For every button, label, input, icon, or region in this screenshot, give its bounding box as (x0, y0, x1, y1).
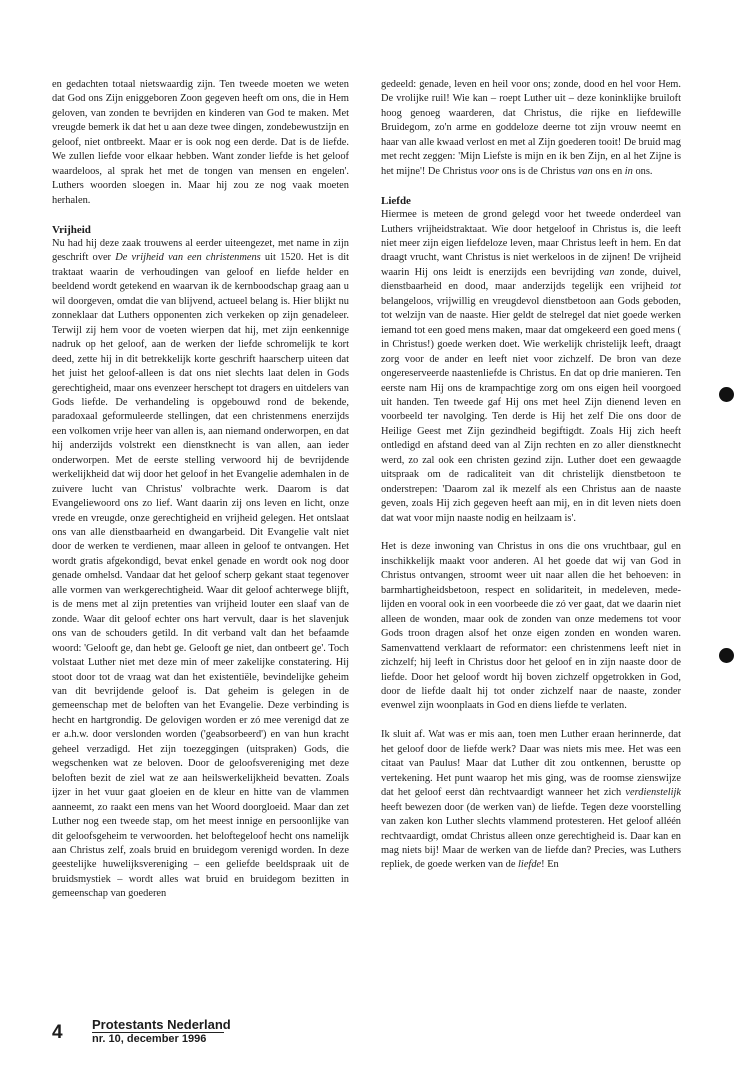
conclusion-paragraph: Ik sluit af. Wat was er mis aan, toen men Luther eraan herinnerde, dat het geloof door de liefde werk? Daar was niets mis mee. Het was een citaat van Paulus! Maar dat Luther dit zou ontkennen, berustte op vertekening. Het punt waarop het mis ging, was de roomse zienswijze dat het geloof eerst dàn rechtvaardigt wanneer het zich verdienstelijk heeft bewezen door (de werken van) de liefde. Tegen deze voorstelling van zaken kon Luther slechts vlammend protesteren. Het geloof alléén rechtvaardigt, omdat Christus alleen onze gerechtigheid is. Daar kan en mag niets bij! Maar de werken van de liefde dan? Precies, was Luthers repliek, de goede werken van de liefde! En (381, 729, 681, 871)
footer-rule (92, 1032, 224, 1033)
book-title: De vrijheid van een christenmens (115, 252, 261, 264)
binder-hole-bottom (719, 648, 734, 663)
binder-hole-top (719, 387, 734, 402)
issue-info: nr. 10, december 1996 (92, 1033, 207, 1045)
right-column (381, 78, 681, 873)
liefde-paragraph: Hiermee is meteen de grond gelegd voor het tweede onderdeel van Luthers vrijheidstraktaat. Wie door hetgeloof in Christus is, die leeft niet meer zijn eigen liefdeloze leven, maar Christus leeft in hem. En dat draagt vrucht, want Christus is niet werkeloos in de zijnen! De vrijheid waarin Hij ons leidt is enerzijds een bevrijding van zonde, duivel, dienstbaarheid en dood, maar anderzijds tegelijk een vrijheid tot belangeloos, vrijwillig en vreugdevol dienstbetoon aan Gods geboden, tot welzijn van de naaste. Hier geldt de stelregel dat niet goede werken iemand tot een goed mens maken, maar dat omgekeerd een goed mens ( in Christus!) goede werken doet. Wie werkelijk christelijk leeft, draagt zorg voor de ander en leeft niet voor zichzelf. De bron van deze ongereserveerde naastenliefde is Christus. En dat op drie manieren. Ten eerste nam Hij ons de krampachtige zorg om ons eigen heil voorgoed uit handen. Ten tweede gaf Hij ons met heel Zijn dienend leven en voorbeeld ter navolging. Ten derde is Hij het zelf Die ons door de Heilige Geest met Zijn gezindheid begiftigdt. Zoals Hij zich heeft ontledigd en afstand deed van al Zijn rechten en zo aller dienstknecht werd, zo zal ook een christen gezind zijn. Luther doet een gewaagde uitspraak om de radicaliteit van dit christelijk dienstbetoon te onderstrepen: 'Daarom zal ik mezelf als een Christus aan de naaste geven, zoals Hij zich gegeven heeft aan mij, en in dit leven niets doen dat wat voor mijn naaste nodig en heilzaam is'. (381, 209, 681, 524)
inwoning-paragraph: Het is deze inwoning van Christus in ons die ons vruchtbaar, gul en inschikkelijk maakt voor anderen. Al het goede dat wij van God in Christus ontvangen, stroomt weer uit naar allen die het behoeven: in barmhartigheidsbetoon, respect en solidariteit, in medeleven, mede-lijden en vooral ook in een voorbeede die zó ver gaat, dat we daarin niet alleen de wonden, maar ook de zonden van onze medemens tot voor Gods troon dragen alsof het onze eigen zonden en wonden waren. Samenvattend verklaart de reformator: een christenmens leeft niet in zichzelf; hij leeft in Christus door het geloof en in zijn naaste door de liefde. Door het geloof wordt hij boven zichzelf opgetrokken in God, door de liefde daalt hij tot onder zichzelf naar de naaste, zonder evenwel zijn woonplaats in God en diens liefde te verlaten. (381, 541, 681, 712)
publication-name: Protestants Nederland (92, 1017, 231, 1032)
page-number: 4 (52, 1022, 63, 1043)
section-heading-liefde: Liefde (381, 194, 411, 207)
continuation-paragraph: gedeeld: genade, leven en heil voor ons; zonde, dood en hel voor Hem. De vrolijke ruil! Wie kan – roept Luther uit – deze koninklijke bruiloft hoog genoeg waarderen, dat Christus, die rijke en liefdewille Bruidegom, zo'n arme en goddeloze deerne tot zijn vrouw neemt en haar van alle kwaad verlost en met al Zijn goederen tooit! De bruid mag met recht zeggen: 'Mijn Liefste is mijn en ik ben Zijn, en al het Zijne is het mijne'! De Christus voor ons is de Christus van ons en in ons. (381, 79, 681, 177)
left-column (52, 78, 349, 902)
vrijheid-paragraph: Nu had hij deze zaak trouwens al eerder uiteengezet, met name in zijn geschrift over De vrijheid van een christenmens uit 1520. Het is dit traktaat waarin de verhoudingen van geloof en liefde helder en beeldend wordt getekend en waarvan ik de kernboodschap graag aan u wil doorgeven, omdat die van blijvend, actueel belang is. Hier blijkt nu zonneklaar dat Luthers opponenten zich verkeken op zijn genadeleer. Terwijl zij hem voor de voeten wierpen dat hij, met zijn eenkennige nadruk op het geloof, aan de werken der liefde schromelijk te kort deed, zette hij in dit betrekkelijk korte geschrift haarscherp uiteen dat het juist het geloof-alleen is dat ons niet slechts laat delen in Gods gerechtigheid, maar ons evenzeer herschept tot dragers en uitdelers van Gods liefde. De verhandeling is opgebouwd rond de bekende, paradoxaal geformuleerde stellingen, dat een christenmens enerzijds een volkomen vrije heer van allen is, aan niemand onderworpen, en dat hij anderzijds volstrekt een dienstknecht is van allen, aan ieder onderworpen. Met de eerste stelling verwoord hij de bevrijdende werkelijkheid dat wij door het geloof in het Evangelie ademhalen in de zuivere lucht van Christus' volbrachte werk. Daarom is dat Evangeliewoord ons zo lief. Want daarin zij ons leven en licht, onze vrede en vreugde, onze gerechtigheid en vrijheid gelegen. Het ontslaat ons van alle dienstbaarheid en dwangarbeid. Dit Evangelie valt niet door de werken te verdienen, maar alleen in geloof te ontvangen. Het wordt gratis afgekondigd, bevat enkel genade en wordt ook nog door genade omhelsd. Vandaar dat het geloof scherp gekant staat tegenover alle vormen van werkgerechtigheid. Waar dit geloof achterwege blijft, is de mens met al zijn pretenties van vrijheid louter een slaaf van de zonde. Waar dit geloof echter ons hart vervult, daar is het slavenjuk ons van de schouders getild. In dit verband valt dan het befaamde woord: 'Gelooft ge, dan hebt ge. Gelooft ge niet, dan ontbeert ge'. Toch volstaat Luther niet met deze min of meer zakelijke constatering. Hij stoot door tot de vraag wat dan het existentiële, bevindelijke geheim van dit bevrijdende geloof is. Dat geheim is gelegen in de gemeenschap met de beloften van het Evangelie. Deze verbinding is hecht en hartgrondig. De gelovigen worden er zó mee verenigd dat ze er a.h.w. door verslonden worden ('geabsorbeerd') en van hun kracht geheel verzadigd. Het zijn toezeggingen (uitspraken) Gods, die wegschenken wat ze beloven. Door de geloofsvereniging met deze beloften bezit de ziel wat ze aan heilswerkelijkheid bevatten. Zoals ijzer in het vuur gaat gloeien en de kleur en hitte van de vlammen aanneemt, zo raakt een mens van het Woord doorgloeid. Maar dan zet Luther nog een tweede stap, om het meest innige en persoonlijke van dit geloofsgeheim te verwoorden. het beloftegeloof hecht ons namelijk aan Christus zelf, zoals bruid en bruidegom verenigd worden. In deze geestelijke huwelijksvereniging – een geliefde beeldspraak uit de bruidsmystiek – wordt alles wat bruid en bruidegom bezitten in gemeenschap van goederen (52, 237, 349, 900)
intro-paragraph: en gedachten totaal nietswaardig zijn. Ten tweede moeten we weten dat God ons Zijn eniggeboren Zoon gegeven heeft om ons, die in Hem geloven, van zonden te bevrijden en kinderen van God te maken. Met vreugde bemerk ik dat het u aan deze twee dingen, zondebewustzijn en geloof, niet ontbreekt. Maar er is ook nog een derde. Dat is de liefde. We zullen liefde voor elkaar hebben. Want zonder liefde is het geloof waardeloos, al sprak het met de tongen van mensen en engelen'. Luthers woorden sloegen in. Maar hij zou ze nog vaak moeten herhalen. (52, 79, 349, 206)
section-heading-vrijheid: Vrijheid (52, 223, 91, 236)
